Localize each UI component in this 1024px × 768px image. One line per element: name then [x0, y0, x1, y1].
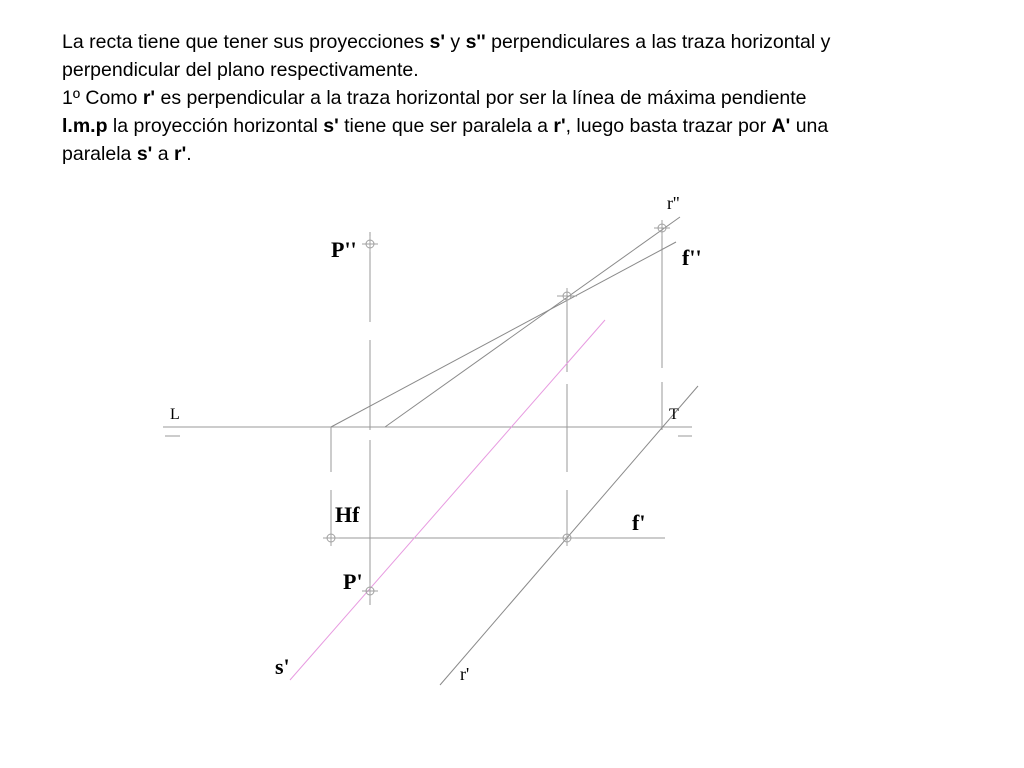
- point-marker-a-double-prime: [557, 288, 577, 304]
- text-span: .: [186, 143, 192, 165]
- line-s-prime: [290, 320, 605, 680]
- label-p-prime: P': [343, 569, 363, 594]
- text-s-prime: s': [323, 115, 339, 137]
- label-l: L: [170, 406, 180, 423]
- text-span: la proyección horizontal: [107, 115, 324, 137]
- text-span: perpendicular del plano respectivamente.: [62, 59, 419, 81]
- label-r-double-prime: r'': [667, 193, 680, 213]
- text-span: una: [790, 115, 829, 137]
- text-r-prime: r': [142, 87, 156, 109]
- label-t: T: [669, 406, 679, 423]
- point-marker-hf: [323, 530, 339, 546]
- text-span: perpendiculares a las traza horizontal y: [485, 31, 831, 53]
- text-r-prime: r': [173, 143, 187, 165]
- label-hf: Hf: [335, 502, 360, 527]
- label-f-double-prime: f'': [682, 245, 702, 270]
- text-a-prime: A': [771, 115, 791, 137]
- text-span: es perpendicular a la traza horizontal por ser la línea de máxima pendiente: [155, 87, 807, 109]
- text-span: y: [444, 31, 466, 53]
- text-span: paralela: [62, 143, 137, 165]
- line-r-prime: [440, 386, 698, 685]
- text-span: a: [152, 143, 174, 165]
- text-s-prime: s': [429, 31, 445, 53]
- line-f-double-prime: [331, 242, 676, 427]
- text-lmp: l.m.p: [62, 115, 108, 137]
- text-s-prime: s': [136, 143, 153, 165]
- label-f-prime: f': [632, 510, 646, 535]
- label-r-prime: r': [460, 664, 470, 684]
- text-span: , luego basta trazar por: [565, 115, 772, 137]
- text-span: La recta tiene que tener sus proyecciones: [62, 31, 430, 53]
- text-span: tiene que ser paralela a: [338, 115, 554, 137]
- label-p-double-prime: P'': [331, 237, 357, 262]
- line-r-double-prime: [385, 217, 680, 427]
- text-r-prime: r': [553, 115, 566, 137]
- point-marker-p-double-prime: [362, 236, 378, 252]
- text-s-double-prime: s'': [465, 31, 486, 53]
- point-marker-p-prime: [362, 583, 378, 599]
- label-s-prime: s': [275, 654, 290, 679]
- text-span: 1º Como: [62, 87, 143, 109]
